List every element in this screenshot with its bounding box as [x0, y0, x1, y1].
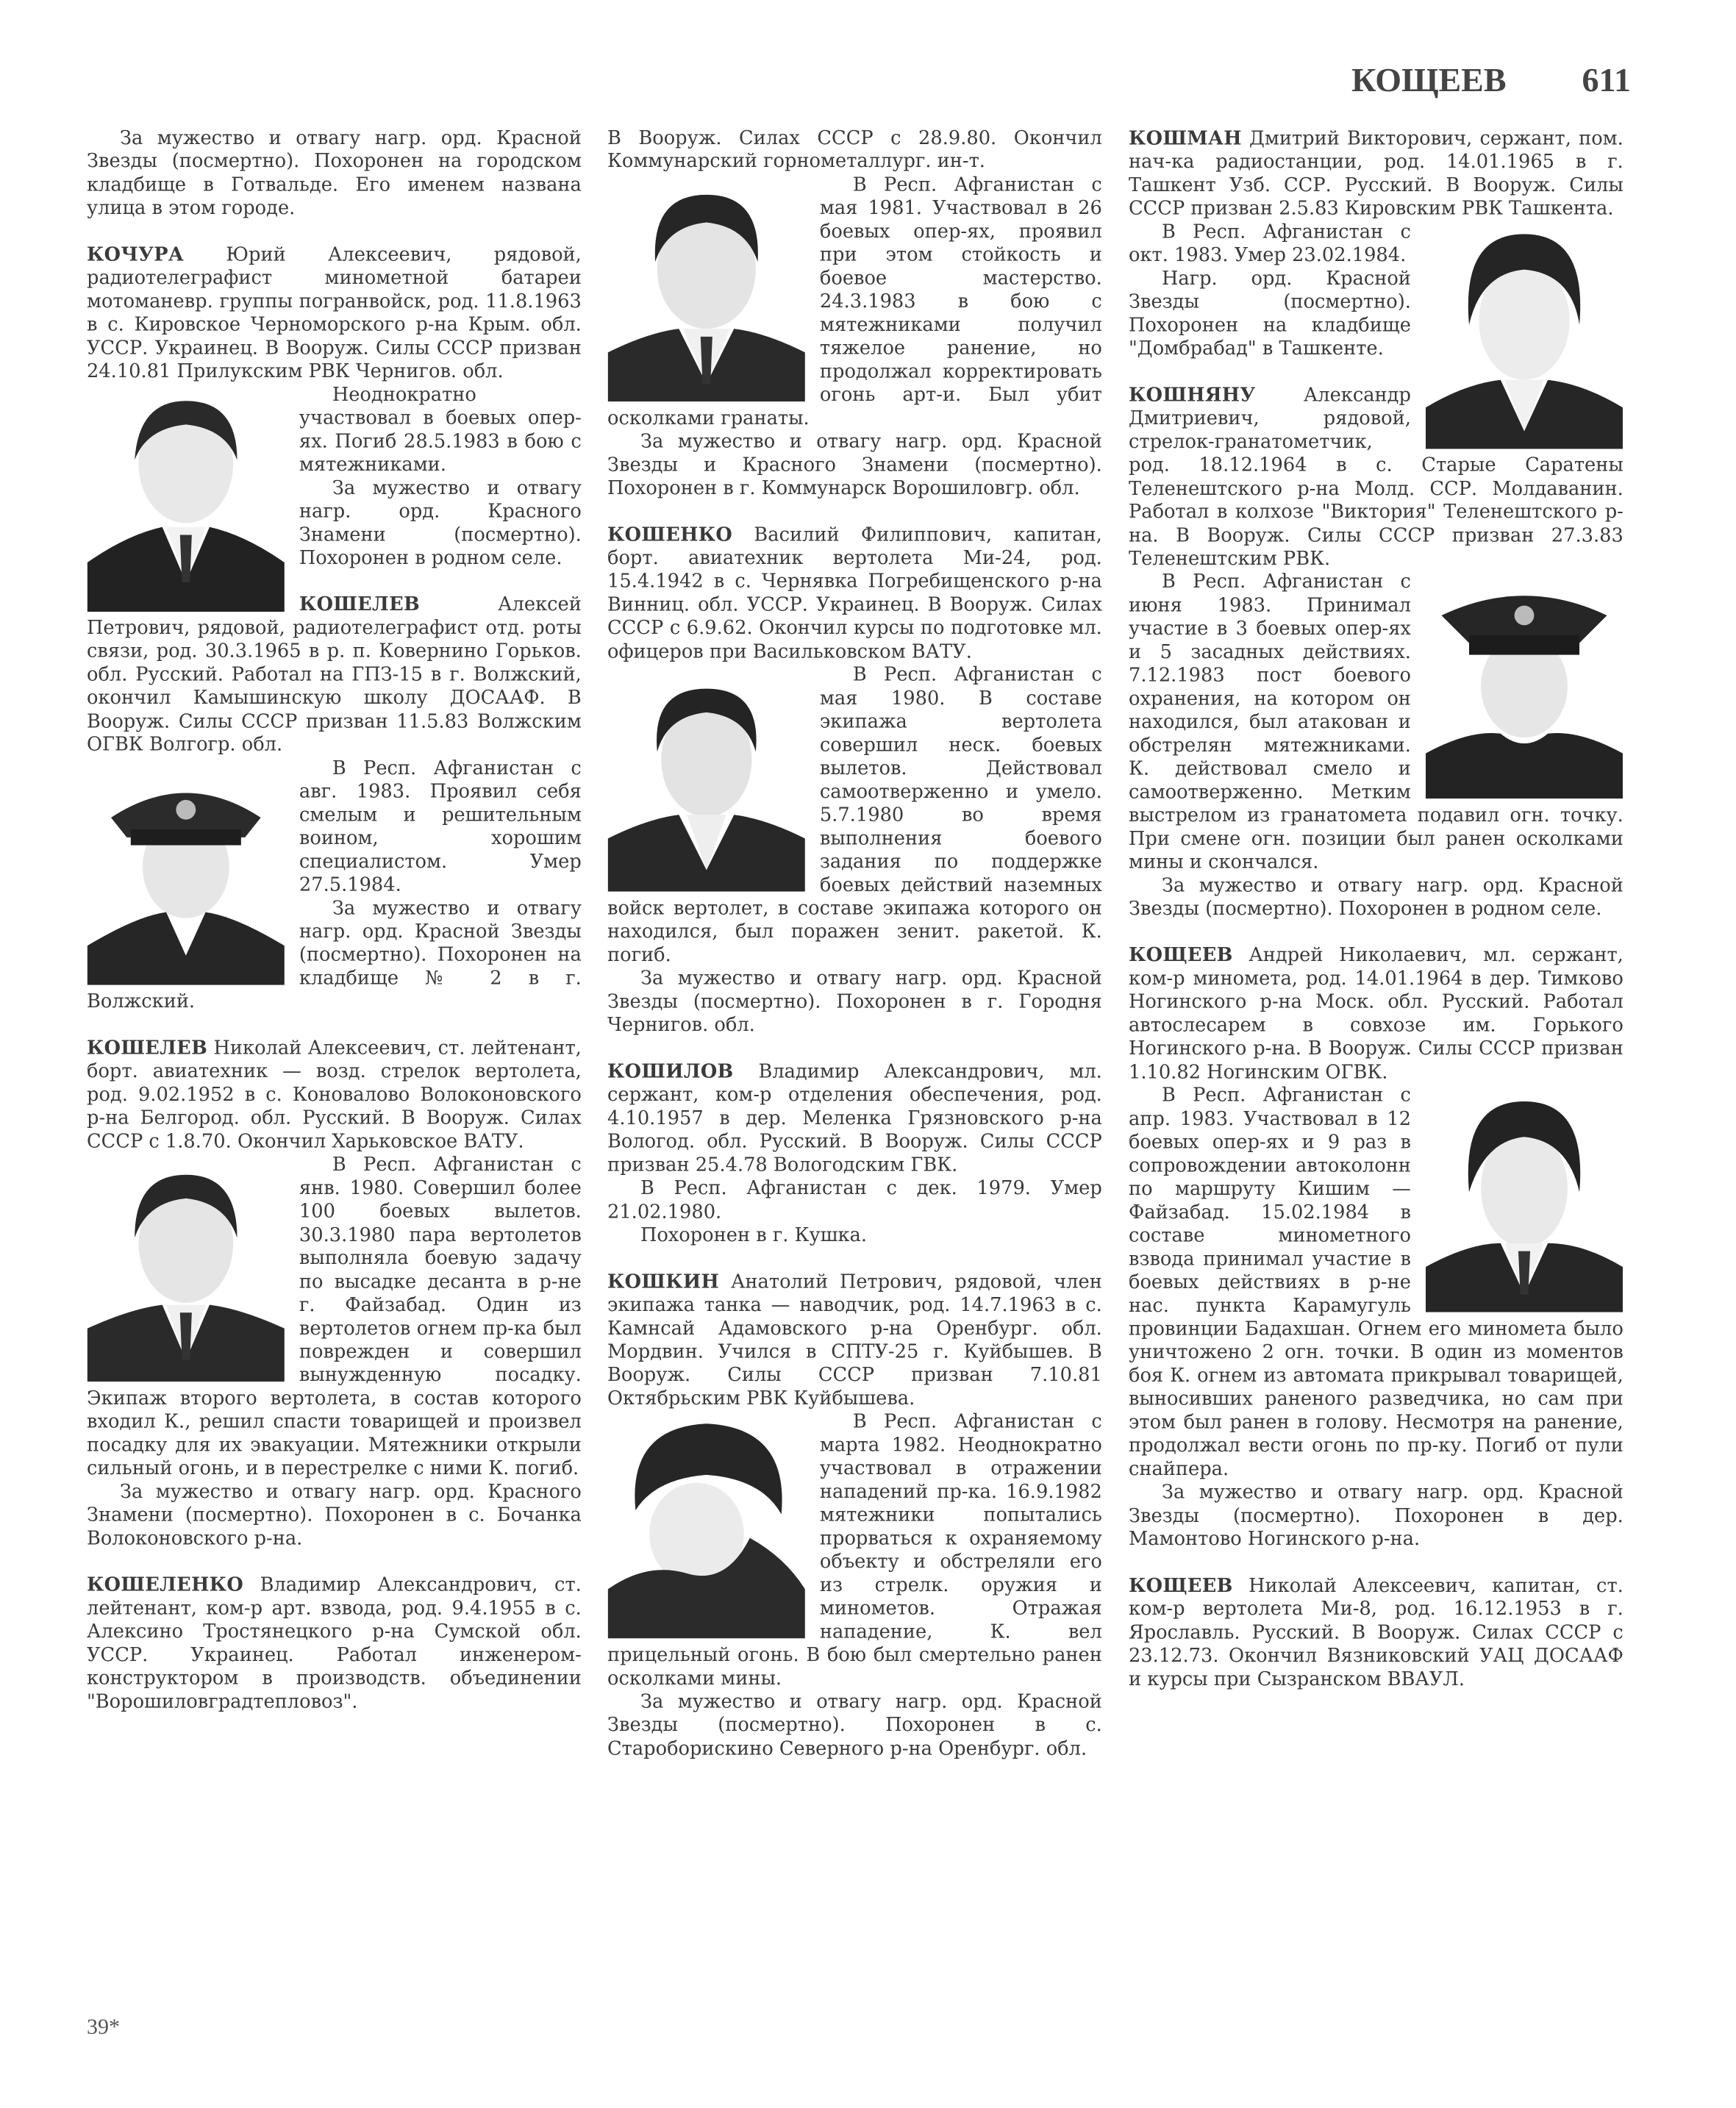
surname: КОЩЕЕВ [1129, 943, 1233, 966]
portrait-photo [607, 1412, 806, 1638]
entry-koshkin [607, 1270, 1102, 1761]
portrait-photo [607, 175, 806, 401]
entry-continuation [87, 126, 582, 220]
paragraph: В Вооруж. Силах СССР с 28.9.80. Окончил Коммунарский горнометаллург. ин-т. [607, 126, 1102, 172]
portrait-photo [1425, 222, 1624, 449]
page-number: 611 [1582, 60, 1631, 99]
portrait-uniform-icon [607, 665, 806, 892]
paragraph: В Респ. Афганистан с окт. 1983. Умер 23.02.1984. [1129, 221, 1411, 266]
surname: КОШНЯНУ [1129, 383, 1256, 406]
signature-mark: 39* [87, 2015, 120, 2039]
paragraph: За мужество и отвагу нагр. орд. Красной Звезды (посмертно). Похоронен в родном селе. [1129, 874, 1624, 920]
paragraph: В Респ. Афганистан с апр. 1983. Участвовал в 12 боевых опер-ях и 9 раз в сопровождении автоколонн по маршруту Кишим — Файзабад. 15.02.1984 в составе минометного взвода принимал участие в боевых действиях в р-не нас. пункта Карамугуль провинции Бадахшан. Огнем его миномета было уничтожено 2 огн. точки. В один из моментов боя К. огнем из автомата прикрывал товарищей, выносивших раненого разведчика, но сам при этом был ранен в голову. Несмотря на ранение, продолжал вести огонь по пр-ку. Погиб от пули снайпера. [1129, 1084, 1624, 1480]
entry-heading [607, 1270, 1102, 1410]
portrait-cap-icon [1425, 572, 1624, 798]
portrait-photo [87, 385, 285, 612]
portrait-photo [1425, 572, 1624, 798]
entry-lead: Анатолий Петрович, рядовой, член экипажа танка — наводчик, род. 14.7.1963 в с. Камнсай Адамовского р-на Оренбург. обл. Мордвин. Учился в СПТУ-25 г. Куйбышев. В Вооруж. Силы СССР призван 7.10.81 Октябрьским РВК Куйбышева. [607, 1270, 1102, 1409]
entry-koshcheev-andrey [1129, 943, 1624, 1551]
entry-heading [1129, 126, 1624, 221]
entry-lead: Александр Дмитриевич, рядовой, стрелок-гранатометчик, род. 18.12.1964 в с. Старые Саратены Теленештского р-на Молд. ССР. Молдаванин. Работал в колхозе "Виктория" Теленештского р-на. В Вооруж. Силы СССР призван 27.3.83 Теленештским РВК. [1129, 384, 1624, 570]
running-title: КОЩЕЕВ [1351, 60, 1507, 99]
paragraph: В Респ. Афганистан с мая 1981. Участвовал в 26 боевых опер-ях, проявил при этом стойкость и боевое мастерство. 24.3.1983 в бою с мятежниками получил тяжелое ранение, но продолжал корректировать огонь арт-и. Был убит осколками гранаты. [607, 174, 1102, 429]
column-3 [1129, 126, 1624, 1691]
entry-heading [87, 1573, 582, 1713]
column-1 [87, 126, 582, 1713]
surname: КОШКИН [607, 1270, 720, 1293]
portrait-photo [87, 1155, 285, 1382]
entry-koshenko [607, 523, 1102, 1037]
surname: КОШЕНКО [607, 523, 733, 546]
entry-lead: Дмитрий Викторович, сержант, пом. нач-ка радиостанции, род. 14.01.1965 в г. Ташкент Узб. ССР. Русский. В Вооруж. Силы СССР призван 2.5.83 Кировским РВК Ташкента. [1129, 127, 1624, 220]
surname: КОЧУРА [87, 243, 185, 265]
entry-lead: Владимир Александрович, ст. лейтенант, ком-р арт. взвода, род. 9.4.1955 в с. Алексино Тростянецкого р-на Сумской обл. УССР. Украинец. Работал инженером-конструктором в производств. объединении "Ворошиловградтепловоз". [87, 1573, 582, 1712]
entry-heading [87, 243, 582, 383]
entry-lead: Василий Филиппович, капитан, борт. авиатехник вертолета Ми-24, род. 15.4.1942 в с. Чернявка Погребищенского р-на Винниц. обл. УССР. Украинец. В Вооруж. Силах СССР с 6.9.62. Окончил курсы по подготовке мл. офицеров при Васильковском ВАТУ. [607, 524, 1102, 662]
entry-heading [1129, 1573, 1624, 1690]
portrait-uniform-icon [607, 175, 806, 401]
surname: КОШЕЛЕВ [87, 1036, 208, 1059]
paragraph: В Респ. Афганистан с мая 1980. В составе экипажа вертолета совершил неск. боевых вылетов. Действовал самоотверженно и умело. 5.7.1980 во время выполнения боевого задания по поддержке боевых действий наземных войск вертолет, в составе экипажа которого он находился, был поражен зенит. ракетой. К. погиб. [607, 663, 1102, 966]
paragraph: Похоронен в г. Кушка. [640, 1223, 868, 1246]
paragraph: В Респ. Афганистан с дек. 1979. Умер 21.02.1980. [607, 1177, 1102, 1223]
entry-kochura [87, 243, 582, 570]
surname: КОШЕЛЕВ [299, 593, 421, 615]
entry-heading [607, 523, 1102, 663]
paragraph: За мужество и отвагу нагр. орд. Красной Звезды и Красного Знамени (посмертно). Похоронен в г. Коммунарск Ворошиловгр. обл. [607, 430, 1102, 499]
surname: КОШМАН [1129, 126, 1242, 149]
paragraph: За мужество и отвагу нагр. орд. Красной Звезды (посмертно). Похоронен на городском кладбище в Готвальде. Его именем названа улица в этом городе. [87, 126, 582, 219]
entry-heading [87, 1036, 582, 1153]
paragraph: В Респ. Афганистан с янв. 1980. Совершил более 100 боевых вылетов. 30.3.1980 пара вертолетов выполняла боевую задачу по высадке десанта в р-не г. Файзабад. Один из вертолетов огнем пр-ка был поврежден и совершил вынужденную посадку. Экипаж второго вертолета, в состав которого входил К., решил спасти товарищей и произвел посадку для их эвакуации. Мятежники открыли сильный огонь, и в перестрелке с ними К. погиб. [87, 1154, 582, 1479]
entry-heading [607, 1060, 1102, 1176]
portrait-suit-icon [1425, 1086, 1624, 1312]
portrait-photo [87, 758, 285, 985]
column-2 [607, 126, 1102, 1760]
paragraph: Нагр. орд. Красной Звезды (посмертно). Похоронен на кладбище "Домбрабад" в Ташкенте. [1129, 267, 1411, 360]
entry-lead: Николай Алексеевич, ст. лейтенант, борт. авиатехник — возд. стрелок вертолета, род. 9.02.1952 в с. Коновалово Волоконовского р-на Белгород. обл. Русский. В Вооруж. Силах СССР с 1.8.70. Окончил Харьковское ВАТУ. [87, 1037, 582, 1152]
entry-lead: Николай Алексеевич, капитан, ст. ком-р вертолета Ми-8, род. 16.12.1953 в г. Ярославль. Русский. В Вооруж. Силах СССР с 23.12.73. Окончил Вязниковский УАЦ ДОСААФ и курсы при Сызранском ВВАУЛ. [1129, 1574, 1624, 1690]
paragraph: За мужество и отвагу нагр. орд. Красной Звезды (посмертно). Похоронен в г. Городня Чернигов. обл. [607, 967, 1102, 1036]
entry-lead: Владимир Александрович, мл. сержант, ком-р отделения обеспечения, род. 4.10.1957 в дер. Меленка Грязновского р-на Вологод. обл. Русский. В Вооруж. Силы СССР призван 25.4.78 Вологодским ГВК. [607, 1060, 1102, 1176]
paragraph: За мужество и отвагу нагр. орд. Красной Звезды (посмертно). Похоронен в с. Староборискино Северного р-на Оренбург. обл. [607, 1690, 1102, 1759]
paragraph: В Респ. Афганистан с июня 1983. Принимал участие в 3 боевых опер-ях и 5 засадных действиях. 7.12.1983 пост боевого охранения, на котором он находился, был атакован и обстрелян мятежниками. К. действовал смело и самоотверженно. Метким выстрелом из гранатомета подавил огн. точку. При смене огн. позиции был ранен осколками мины и скончался. [1129, 571, 1624, 873]
paragraph: За мужество и отвагу нагр. орд. Красного Знамени (посмертно). Похоронен в родном селе. [299, 476, 582, 569]
entry-lead: Андрей Николаевич, мл. сержант, ком-р миномета, род. 14.01.1964 в дер. Тимково Ногинского р-на Моск. обл. Русский. Работал автослесарем в совхозе им. Горького Ногинского р-на. В Вооруж. Силы СССР призван 1.10.82 Ногинским ОГВК. [1129, 944, 1624, 1083]
entry-lead: Алексей Петрович, рядовой, радиотелеграфист отд. роты связи, род. 30.3.1965 в р. п. Ковернино Горьков. обл. Русский. Работал на ГПЗ-15 в г. Волжский, окончил Камышинскую школу ДОСААФ. В Вооруж. Силы СССР призван 11.5.83 Волжским ОГВК Волгогр. обл. [87, 593, 582, 756]
entry-koshilov [607, 1060, 1102, 1247]
entry-koshelenko [87, 1573, 582, 1713]
entry-continuation [607, 126, 1102, 500]
paragraph: В Респ. Афганистан с марта 1982. Неоднократно участвовал в отражении нападений пр-ка. 16.9.1982 мятежники попытались прорваться к охраняемому объекту и обстреляли его из стрелк. оружия и минометов. Отражая нападение, К. вел прицельный огонь. В бою был смертельно ранен осколками мины. [607, 1410, 1102, 1690]
paragraph: За мужество и отвагу нагр. орд. Красной Звезды (посмертно). Похоронен на кладбище № 2 в г. Волжский. [87, 897, 582, 1012]
surname: КОШИЛОВ [607, 1060, 734, 1082]
portrait-suit-icon [1425, 222, 1624, 449]
paragraph: За мужество и отвагу нагр. орд. Красного Знамени (посмертно). Похоронен в с. Бочанка Волоконовского р-на. [87, 1480, 582, 1549]
portrait-uniform-icon [87, 1155, 285, 1382]
entry-heading [87, 593, 582, 757]
entry-koshelev-aleksey [87, 593, 582, 1013]
surname: КОШЕЛЕНКО [87, 1573, 244, 1596]
entry-koshman [1129, 126, 1624, 360]
paragraph: В Респ. Афганистан с авг. 1983. Проявил себя смелым и решительным воином, хорошим специалистом. Умер 27.5.1984. [299, 757, 582, 896]
portrait-cap-icon [87, 758, 285, 985]
paragraph: Неоднократно участвовал в боевых опер-ях. Погиб 28.5.1983 в бою с мятежниками. [299, 383, 582, 476]
surname: КОЩЕЕВ [1129, 1573, 1233, 1596]
entry-heading [1129, 943, 1624, 1084]
entry-koshcheev-nikolay [1129, 1573, 1624, 1690]
portrait-suit-icon [87, 385, 285, 612]
entry-koshelev-nikolay [87, 1036, 582, 1550]
portrait-fur-hat-icon [607, 1412, 806, 1638]
entry-koshnyanu [1129, 383, 1624, 921]
entry-lead: Юрий Алексеевич, рядовой, радиотелеграфист минометной батареи мотоманевр. группы погранвойск, род. 11.8.1963 в с. Кировское Черноморского р-на Крым. обл. УССР. Украинец. В Вооруж. Силы СССР призван 24.10.81 Прилукским РВК Чернигов. обл. [87, 243, 582, 382]
running-head [1351, 57, 1631, 101]
portrait-photo [607, 665, 806, 892]
portrait-photo [1425, 1086, 1624, 1312]
paragraph: За мужество и отвагу нагр. орд. Красной Звезды (посмертно). Похоронен в дер. Мамонтово Ногинского р-на. [1129, 1481, 1624, 1550]
